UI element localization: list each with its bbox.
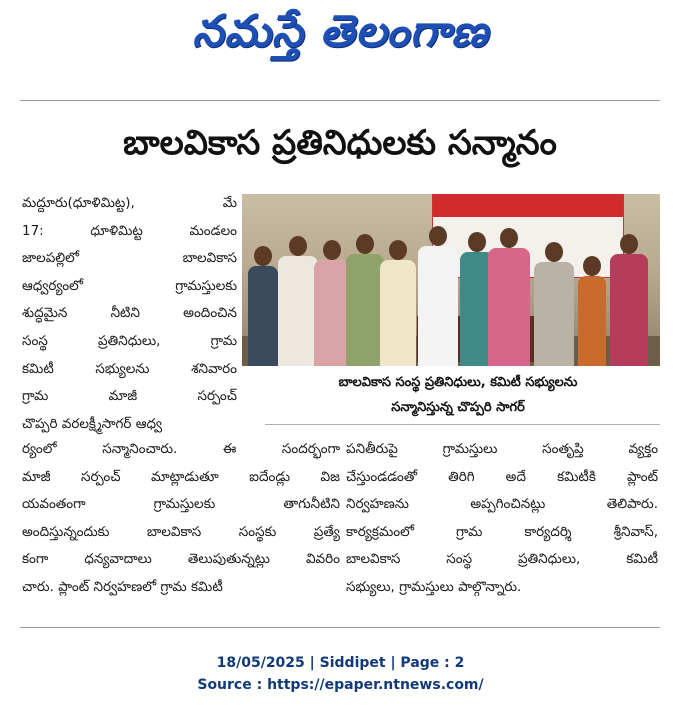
photo-caption-line: సన్మానిస్తున్న చొప్పరి సాగర్ xyxy=(391,400,525,415)
article-text-line: శుద్ధమైన నీటిని అందించిన xyxy=(22,305,237,322)
newspaper-logo: నమస్తే తెలంగాణ xyxy=(192,6,489,57)
article-text-line: ఆధ్వర్యంలో గ్రామస్తులకు xyxy=(22,277,237,294)
page-footer xyxy=(0,652,681,696)
footer-source: Source : https://epaper.ntnews.com/ xyxy=(197,677,484,693)
masthead xyxy=(0,0,681,78)
photo-person xyxy=(380,240,416,366)
photo-person xyxy=(278,236,318,366)
article-column-middle xyxy=(22,436,340,602)
article-text-line: అందిస్తున్నందుకు బాలవికాస సంస్థకు ప్రత్యే xyxy=(22,523,340,540)
photo-person xyxy=(578,256,606,366)
photo-person xyxy=(248,246,278,366)
article-text-line: కార్యక్రమంలో గ్రామ కార్యదర్శి శ్రీనివాస్, xyxy=(346,523,658,540)
article-text-line: సభ్యులు, గ్రామస్తులు పాల్గొన్నారు. xyxy=(346,578,522,595)
article-text-line: చొప్పరి వరలక్ష్మీసాగర్ ఆధ్వ xyxy=(22,415,163,432)
photo-person xyxy=(314,240,350,366)
photo-caption xyxy=(268,370,648,420)
article-text-line: బాలవికాస సంస్థ ప్రతినిధులు, కమిటీ xyxy=(346,551,658,568)
article-text-line: పనితీరుపై గ్రామస్తులు సంతృప్తి వ్యక్తం xyxy=(346,441,658,457)
article-text-line: చారు. ప్లాంట్ నిర్వహణలో గ్రామ కమిటీ xyxy=(22,578,223,595)
photo-person xyxy=(488,228,530,366)
article-text-line: మద్దూరు(ధూళిమిట్ట), మే xyxy=(22,195,237,211)
photo-person xyxy=(610,234,648,366)
article-column-left xyxy=(22,190,237,438)
article-headline: బాలవికాస ప్రతినిధులకు సన్మానం xyxy=(123,123,557,163)
footer-info: 18/05/2025 | Siddipet | Page : 2 xyxy=(216,655,465,671)
article-text-line: యవంతంగా గ్రామస్తులకు తాగునీటిని xyxy=(22,496,340,513)
photo-person xyxy=(534,242,574,366)
photo-person xyxy=(418,226,458,366)
article-text-line: ర్యంలో సన్మానించారు. ఈ సందర్భంగా xyxy=(22,441,340,457)
article-text-line: మాజీ సర్పంచ్ మాట్లాడుతూ ఐదేండ్లు విజ xyxy=(22,468,340,485)
photo-banner-stripe xyxy=(433,195,623,217)
article-column-right xyxy=(346,436,658,602)
photo-person xyxy=(346,234,384,366)
caption-divider xyxy=(265,424,660,425)
article-text-line: నిర్వహణను అప్పగించినట్లు తెలిపారు. xyxy=(346,496,658,513)
article-text-line: చేస్తుండడంతో తిరిగి అదే కమిటీకి ప్లాంట్ xyxy=(346,468,658,485)
article-text-line: 17: ధూళిమిట్ట మండలం xyxy=(22,222,237,239)
article-text-line: కమిటీ సభ్యులను శనివారం xyxy=(22,360,237,377)
article-text-line: సంస్థ ప్రతినిధులు, గ్రామ xyxy=(22,332,237,349)
article-photo xyxy=(242,194,660,366)
article-text-line: గ్రామ మాజీ సర్పంచ్ xyxy=(22,388,237,405)
photo-caption-line: బాలవికాస సంస్థ ప్రతినిధులు, కమిటీ సభ్యులను xyxy=(338,375,578,390)
article-text-line: కంగా ధన్యవాదాలు తెలుపుతున్నట్లు వివరిం xyxy=(22,551,340,568)
article-text-line: జాలపల్లిలో బాలవికాస xyxy=(22,250,237,267)
